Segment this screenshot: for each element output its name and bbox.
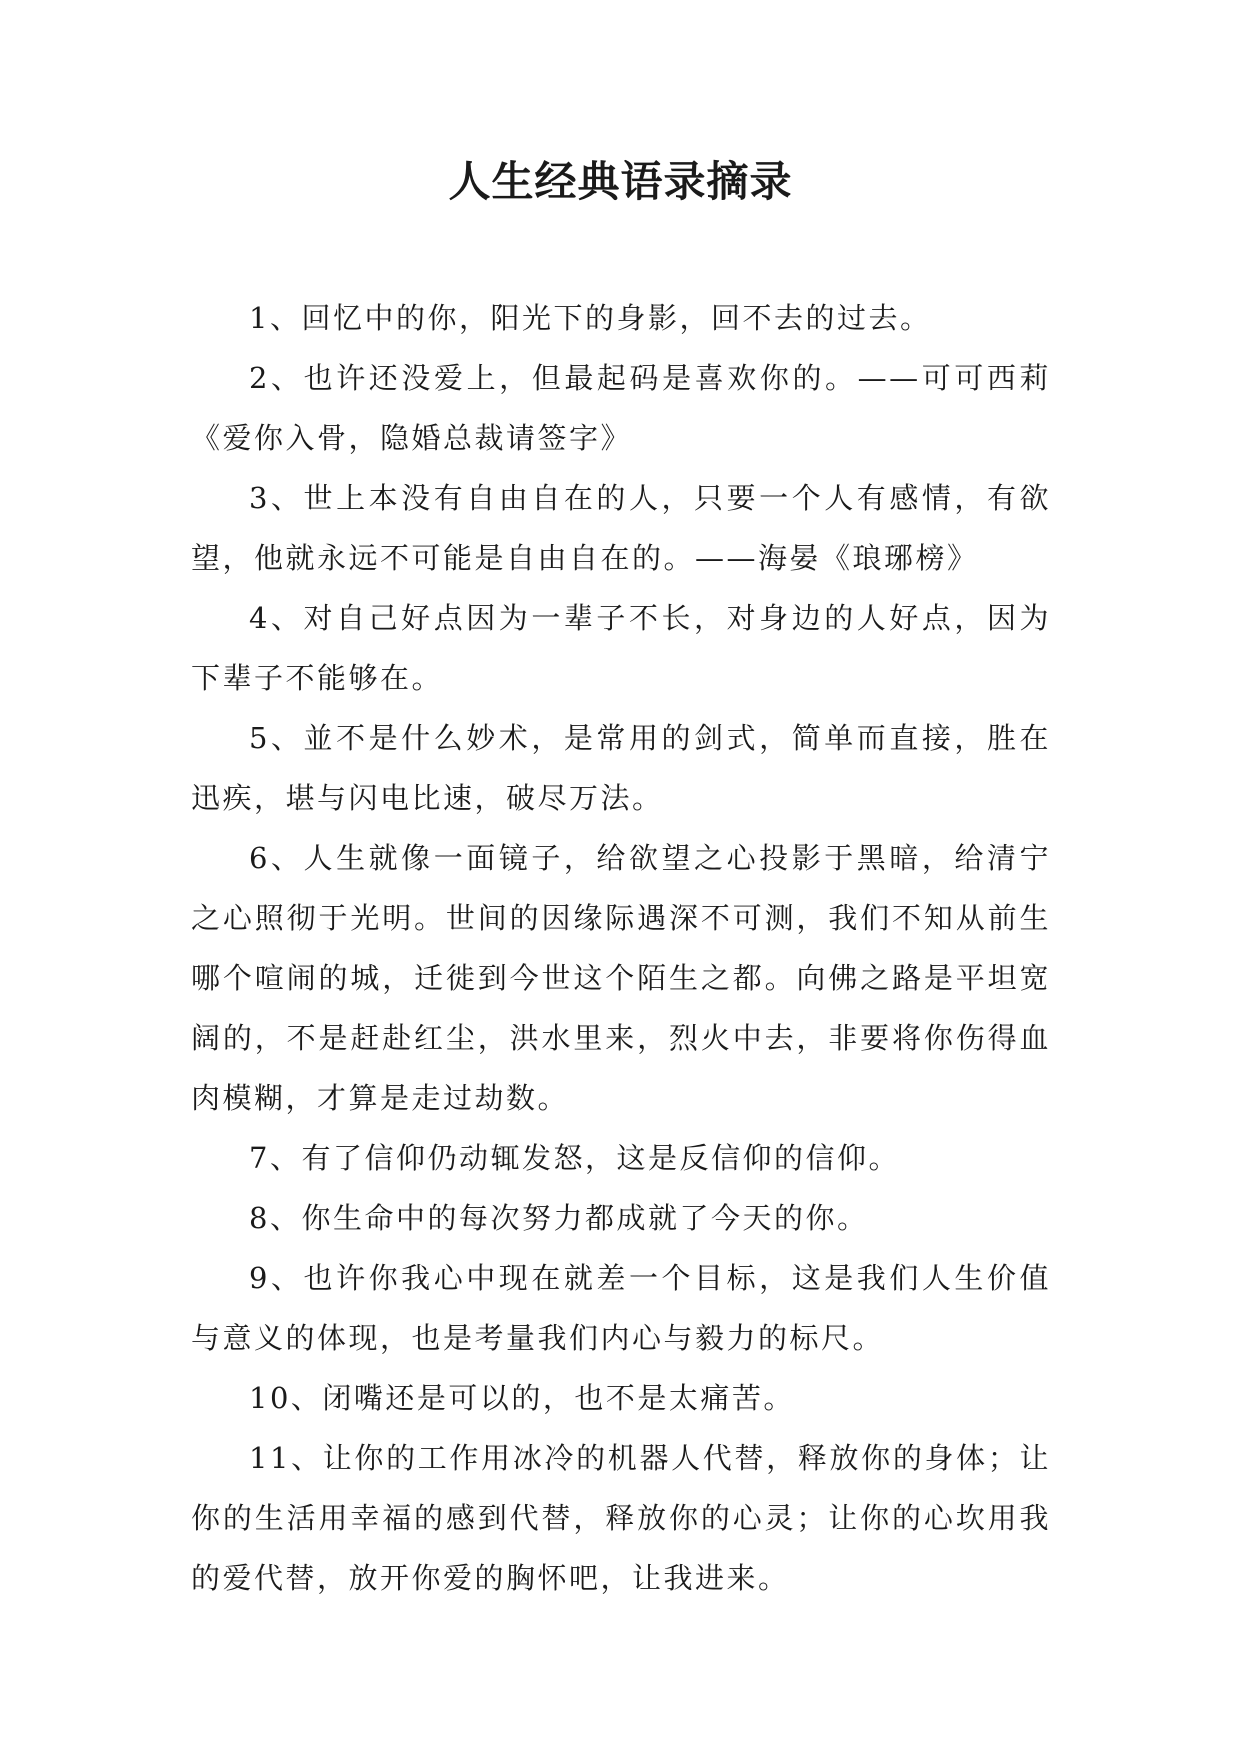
quote-paragraph-1: 1、回忆中的你，阳光下的身影，回不去的过去。 bbox=[249, 301, 932, 335]
document-body bbox=[191, 288, 1051, 1608]
quote-paragraph-7: 7、有了信仰仍动辄发怒，这是反信仰的信仰。 bbox=[249, 1141, 900, 1175]
quote-paragraph-4: 4、对自己好点因为一辈子不长，对身边的人好点，因为下辈子不能够在。 bbox=[191, 601, 1051, 695]
document-title: 人生经典语录摘录 bbox=[448, 157, 793, 206]
quote-paragraph-9: 9、也许你我心中现在就差一个目标，这是我们人生价值与意义的体现，也是考量我们内心与毅力的标尺。 bbox=[191, 1261, 1051, 1355]
quote-paragraph-10: 10、闭嘴还是可以的，也不是太痛苦。 bbox=[249, 1381, 795, 1415]
quote-paragraph-3: 3、世上本没有自由自在的人，只要一个人有感情，有欲望，他就永远不可能是自由自在的。——海晏《琅琊榜》 bbox=[191, 481, 1051, 575]
quote-paragraph-8: 8、你生命中的每次努力都成就了今天的你。 bbox=[249, 1201, 869, 1235]
quote-paragraph-6: 6、人生就像一面镜子，给欲望之心投影于黑暗，给清宁之心照彻于光明。世间的因缘际遇深不可测，我们不知从前生哪个喧闹的城，迁徙到今世这个陌生之都。向佛之路是平坦宽阔的，不是赶赴红尘，洪水里来，烈火中去，非要将你伤得血肉模糊，才算是走过劫数。 bbox=[191, 841, 1051, 1115]
quote-paragraph-5: 5、並不是什么妙术，是常用的剑式，简单而直接，胜在迅疾，堪与闪电比速，破尽万法。 bbox=[191, 721, 1051, 815]
quote-paragraph-2: 2、也许还没爱上，但最起码是喜欢你的。——可可西莉《爱你入骨，隐婚总裁请签字》 bbox=[191, 361, 1051, 455]
quote-paragraph-11: 11、让你的工作用冰冷的机器人代替，释放你的身体；让你的生活用幸福的感到代替，释放你的心灵；让你的心坎用我的爱代替，放开你爱的胸怀吧，让我进来。 bbox=[191, 1441, 1051, 1595]
